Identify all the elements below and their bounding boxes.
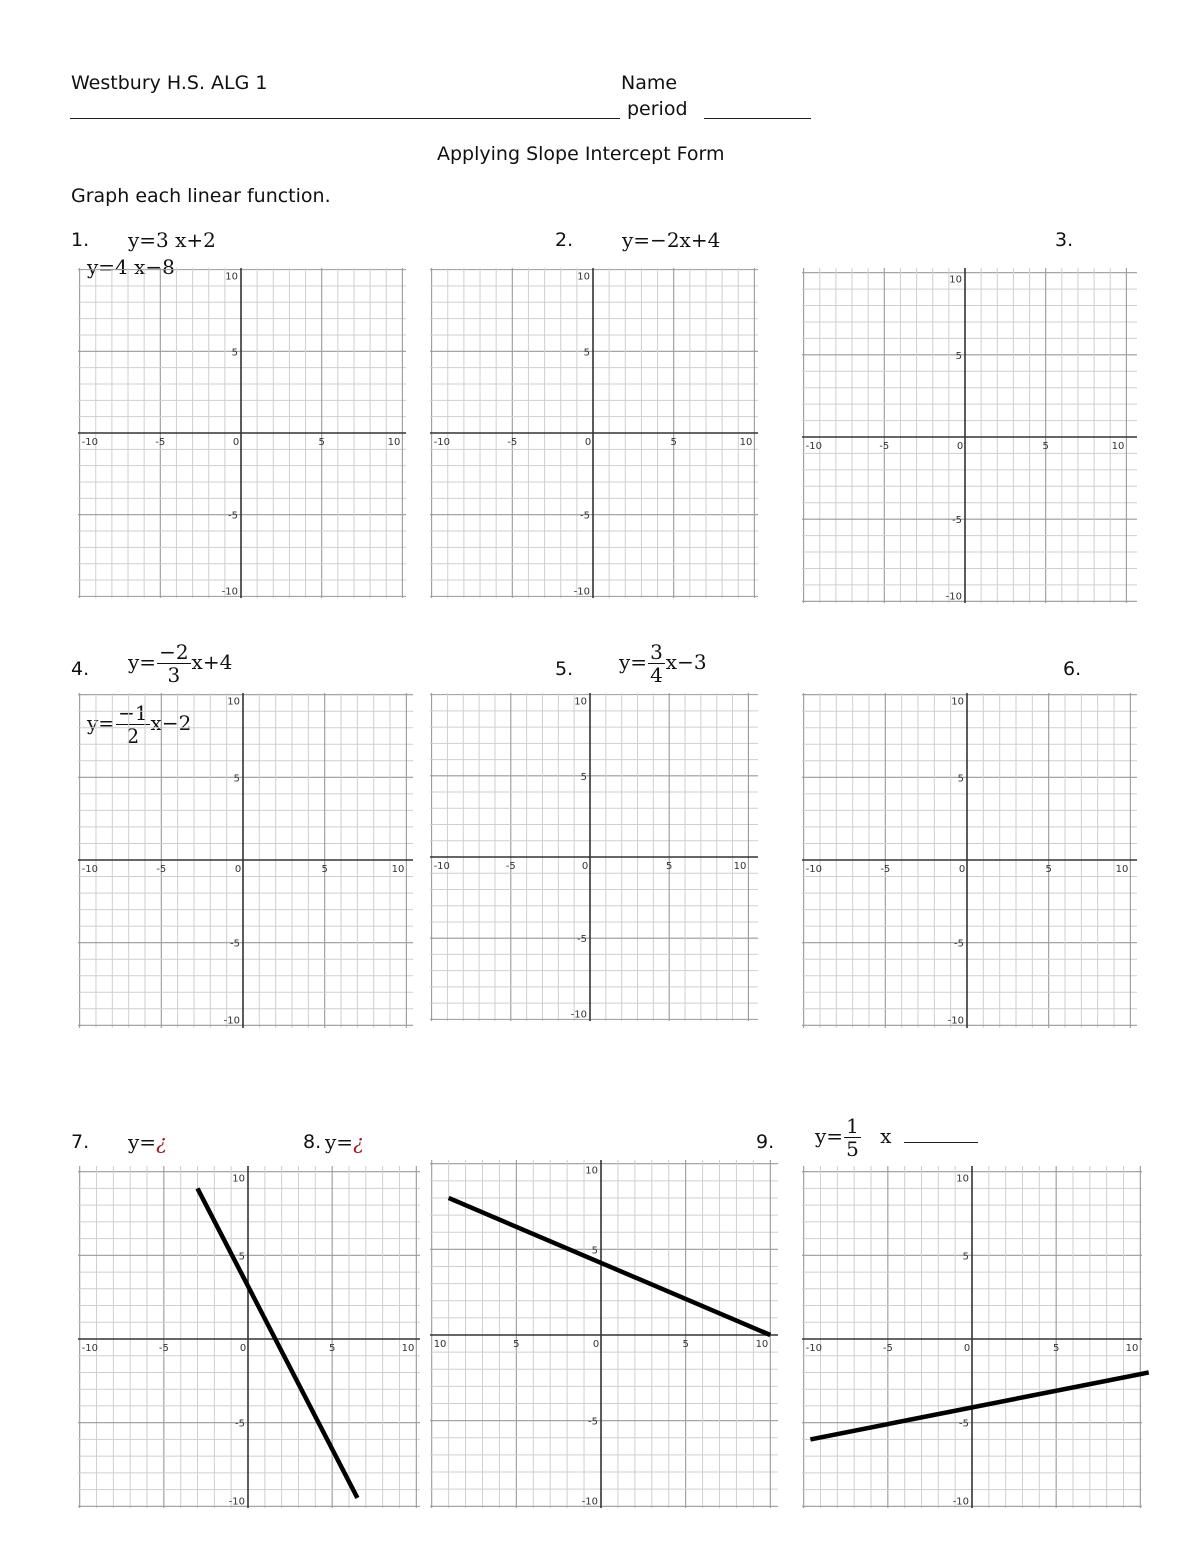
tick-label-x-neg5: 5: [513, 1339, 520, 1350]
problem-8-equation: [325, 1130, 364, 1154]
problem-2-equation: y=−2x+4: [622, 228, 721, 252]
tick-label-y-neg5: -5: [952, 515, 962, 527]
problem-8-glyph: ¿: [353, 1130, 364, 1154]
problem-4-denominator: 3: [167, 663, 181, 687]
period-blank[interactable]: [704, 118, 811, 119]
tick-label-x-max: 10: [401, 1343, 415, 1354]
tick-label-y-min: -10: [945, 591, 962, 603]
problem-4-eq-suffix: x+4: [191, 650, 233, 674]
tick-label-y-pos5: 5: [591, 1245, 598, 1257]
tick-label-y-pos5: 5: [233, 773, 240, 785]
tick-label-x-min: -10: [805, 1343, 823, 1354]
tick-label-y-neg5: -5: [588, 1416, 598, 1428]
tick-label-x-pos5: 5: [1052, 1343, 1060, 1354]
tick-label-y-min: -10: [221, 586, 238, 598]
tick-label-origin: 0: [956, 441, 964, 452]
tick-label-x-pos5: 5: [1045, 864, 1052, 875]
problem-7-eq-prefix: y=: [128, 1130, 157, 1154]
tick-label-x-max: 10: [1111, 441, 1125, 452]
tick-label-x-neg5: -5: [879, 441, 890, 452]
tick-label-x-neg5: -5: [158, 1343, 169, 1354]
tick-label-x-min: -10: [433, 437, 450, 448]
problem-7-equation: [128, 1130, 167, 1154]
coordinate-grid-4[interactable]: [78, 693, 413, 1028]
problem-4-numerator-2: −1: [118, 701, 148, 725]
name-blank[interactable]: [70, 118, 620, 119]
tick-label-origin: 0: [232, 437, 240, 448]
tick-label-x-neg5: -5: [882, 1343, 893, 1354]
tick-label-x-neg5: -5: [507, 437, 518, 448]
tick-label-y-pos5: 5: [231, 347, 238, 359]
tick-label-y-neg5: -5: [230, 938, 240, 950]
tick-label-y-max: 10: [585, 1165, 598, 1177]
tick-label-x-min: -10: [81, 437, 98, 448]
tick-label-x-pos5: 5: [670, 437, 677, 448]
problem-3-number: 3.: [1055, 229, 1074, 251]
problem-5-fraction: [648, 642, 665, 685]
problem-9-eq-suffix: x: [880, 1124, 892, 1148]
tick-label-x-max: 10: [1125, 1343, 1139, 1354]
problem-1-equation: y=3 x+2: [128, 228, 216, 252]
coordinate-grid-9[interactable]: [802, 1166, 1142, 1508]
tick-label-y-min: -10: [570, 1009, 587, 1021]
tick-label-y-neg5: -5: [959, 1418, 969, 1430]
tick-label-x-pos5: 5: [666, 861, 673, 872]
tick-label-x-max: 10: [391, 864, 405, 875]
tick-label-y-neg5: -5: [577, 934, 587, 946]
problem-1-equation-2: y=4 x−8: [87, 255, 175, 279]
coordinate-grid-1[interactable]: [78, 268, 406, 598]
problem-9-denominator: 5: [846, 1137, 859, 1161]
problem-9-answer-blank[interactable]: [904, 1128, 978, 1143]
tick-label-x-max: 10: [733, 861, 747, 872]
tick-label-x-min: -10: [433, 861, 450, 872]
tick-label-x-min: -10: [81, 1343, 99, 1354]
name-label: Name: [621, 72, 678, 94]
tick-label-y-min: -10: [573, 586, 590, 598]
tick-label-x-pos5: 5: [318, 437, 325, 448]
tick-label-x-max: 10: [739, 437, 753, 448]
tick-label-y-neg5: -5: [228, 510, 238, 522]
tick-label-x-neg5: -5: [880, 864, 891, 875]
tick-label-x-pos5: 5: [328, 1343, 336, 1354]
tick-label-origin: 0: [581, 861, 589, 872]
tick-label-y-max: 10: [574, 696, 587, 708]
tick-label-y-max: 10: [227, 696, 240, 708]
problem-2-number: 2.: [555, 229, 574, 251]
tick-label-y-max: 10: [956, 1173, 969, 1185]
tick-label-y-pos5: 5: [238, 1251, 245, 1263]
tick-label-x-pos5: 5: [682, 1339, 689, 1350]
tick-label-y-max: 10: [951, 696, 964, 708]
tick-label-y-max: 10: [225, 271, 238, 283]
problem-4-number: 4.: [71, 658, 90, 680]
tick-label-x-max: 10: [1115, 864, 1129, 875]
coordinate-grid-2[interactable]: [430, 268, 758, 598]
tick-label-y-pos5: 5: [957, 773, 964, 785]
tick-label-origin: 0: [958, 864, 966, 875]
problem-9-fraction: [844, 1116, 861, 1159]
coordinate-grid-3[interactable]: [802, 268, 1137, 603]
problem-4-fraction: [157, 642, 190, 685]
problem-8-number: 8.: [303, 1131, 322, 1153]
tick-label-x-pos5: 5: [321, 864, 328, 875]
tick-label-y-min: -10: [581, 1496, 598, 1508]
tick-label-origin: 0: [592, 1339, 600, 1350]
problem-4-eq2-suffix: x−2: [150, 711, 192, 735]
problem-9-number: 9.: [756, 1131, 775, 1153]
problem-4-numerator: −2: [159, 640, 189, 664]
problem-6-number: 6.: [1063, 658, 1082, 680]
coordinate-grid-8[interactable]: [430, 1160, 778, 1508]
tick-label-y-max: 10: [949, 274, 962, 286]
problem-9-numerator: 1: [846, 1114, 859, 1138]
coordinate-grid-5[interactable]: [430, 693, 758, 1021]
problem-5-eq-suffix: x−3: [665, 650, 707, 674]
problem-1-number: 1.: [71, 229, 90, 251]
problem-5-equation: [619, 642, 707, 685]
problem-4-equation: [128, 642, 232, 685]
problem-9-eq-prefix: y=: [815, 1124, 844, 1148]
tick-label-x-neg5: -5: [156, 864, 167, 875]
problem-5-denominator: 4: [650, 663, 663, 687]
tick-label-x-pos5: 5: [1042, 441, 1049, 452]
problem-4-eq2-prefix: y=: [87, 711, 116, 735]
tick-label-y-pos5: 5: [580, 771, 587, 783]
tick-label-y-neg5: -5: [235, 1418, 245, 1430]
tick-label-y-neg5: -5: [954, 938, 964, 950]
tick-label-x-min: -10: [805, 441, 822, 452]
tick-label-y-pos5: 5: [962, 1251, 969, 1263]
tick-label-y-neg5: -5: [580, 510, 590, 522]
coordinate-grid-6[interactable]: [802, 693, 1137, 1028]
problem-5-number: 5.: [555, 658, 574, 680]
problem-4-denominator-2: 2: [126, 724, 140, 748]
tick-label-x-neg5: -5: [505, 861, 516, 872]
tick-label-origin: 0: [234, 864, 242, 875]
tick-label-y-pos5: 5: [955, 350, 962, 362]
tick-label-x-max: 10: [755, 1339, 769, 1350]
tick-label-x-min: -10: [81, 864, 98, 875]
tick-label-origin: 0: [239, 1343, 247, 1354]
problem-5-numerator: 3: [650, 640, 663, 664]
tick-label-origin: 0: [584, 437, 592, 448]
tick-label-y-min: -10: [952, 1496, 969, 1508]
tick-label-y-max: 10: [577, 271, 590, 283]
tick-label-y-max: 10: [232, 1173, 245, 1185]
tick-label-x-min: 10: [433, 1339, 447, 1350]
tick-label-y-min: -10: [228, 1496, 245, 1508]
problem-7-number: 7.: [71, 1131, 90, 1153]
tick-label-origin: 0: [963, 1343, 971, 1354]
tick-label-x-neg5: -5: [155, 437, 166, 448]
tick-label-y-pos5: 5: [583, 347, 590, 359]
problem-9-equation: [815, 1116, 978, 1159]
tick-label-y-min: -10: [947, 1015, 964, 1027]
period-label: period: [627, 98, 688, 120]
instructions: Graph each linear function.: [71, 185, 331, 207]
worksheet-title: Applying Slope Intercept Form: [437, 143, 725, 165]
tick-label-x-max: 10: [387, 437, 401, 448]
tick-label-y-min: -10: [223, 1015, 240, 1027]
problem-7-glyph: ¿: [156, 1130, 167, 1154]
problem-5-eq-prefix: y=: [619, 650, 648, 674]
coordinate-grid-7[interactable]: [78, 1166, 420, 1508]
school-course-label: Westbury H.S. ALG 1: [71, 72, 268, 94]
problem-4-eq-prefix: y=: [128, 650, 157, 674]
tick-label-x-min: -10: [805, 864, 822, 875]
problem-8-eq-prefix: y=: [325, 1130, 354, 1154]
